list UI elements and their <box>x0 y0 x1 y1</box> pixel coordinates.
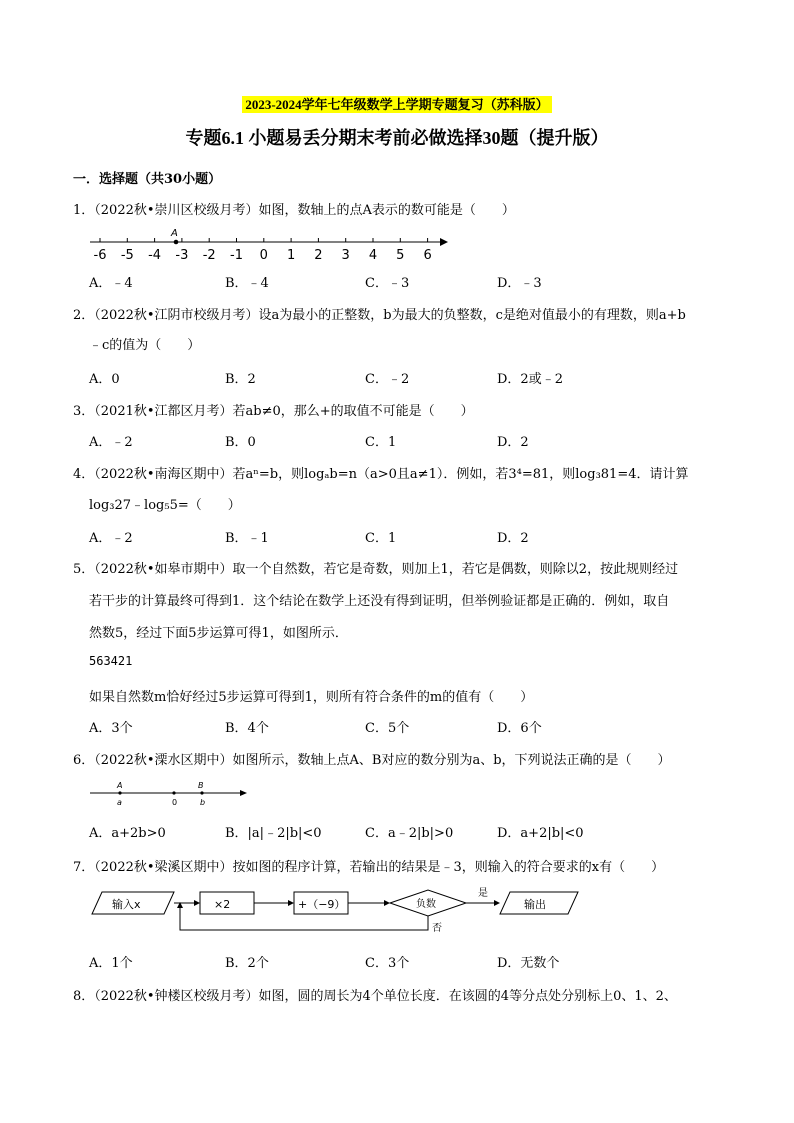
question-4-options <box>89 527 709 545</box>
question-5-text-cont-3: 如果自然数m恰好经过5步运算可得到1，则所有符合条件的m的值有（ ） <box>89 690 534 705</box>
value-a-label: a <box>117 798 122 807</box>
question-7-options <box>89 952 709 970</box>
axis-tick-label: 2 <box>314 248 323 263</box>
option-a[interactable]: A．3个 <box>89 721 133 736</box>
input-label: 输入x <box>112 898 141 911</box>
axis-tick-label: -3 <box>175 248 189 263</box>
question-3-options <box>89 431 709 449</box>
question-3-text: 3．（2021秋•江都区月考）若ab≠0，那么+的取值不可能是（ ） <box>73 404 474 419</box>
axis-tick-label: -5 <box>120 248 134 263</box>
option-a[interactable]: A．﹣2 <box>89 435 133 450</box>
point-b-label: B <box>198 781 204 790</box>
option-d[interactable]: D．a+2|b|<0 <box>497 826 584 841</box>
option-a[interactable]: A．0 <box>89 372 120 387</box>
option-a[interactable]: A．a+2b>0 <box>89 826 166 841</box>
option-a[interactable]: A．1个 <box>89 956 133 971</box>
option-b[interactable]: B．﹣4 <box>225 276 269 291</box>
question-8-text: 8．（2022秋•钟楼区校级月考）如图，圆的周长为4个单位长度．在该圆的4等分点处分别标上0、1、2、 <box>73 989 677 1004</box>
times-two-label: ×2 <box>214 898 231 911</box>
question-7-text: 7．（2022秋•梁溪区期中）按如图的程序计算，若输出的结果是﹣3，则输入的符合要求的x有（ ） <box>73 860 665 875</box>
axis-tick-label: -6 <box>93 248 107 263</box>
output-label: 输出 <box>524 898 546 911</box>
axis-tick-label: 3 <box>341 248 350 263</box>
option-b[interactable]: B．0 <box>225 435 256 450</box>
q6-number-line <box>88 778 250 812</box>
axis-tick-label: 4 <box>368 248 378 263</box>
option-c[interactable]: C．a﹣2|b|>0 <box>365 826 454 841</box>
question-1-options <box>89 272 709 290</box>
question-1-text: 1．（2022秋•崇川区校级月考）如图，数轴上的点A表示的数可能是（ ） <box>73 203 515 218</box>
option-b[interactable]: B．2 <box>225 372 256 387</box>
question-5-options <box>89 717 709 735</box>
option-a[interactable]: A．﹣4 <box>89 276 133 291</box>
question-2-text: 2．（2022秋•江阴市校级月考）设a为最小的正整数，b为最大的负整数，c是绝对值最小的有理数，则a+b <box>73 308 686 323</box>
question-4-text: 4．（2022秋•南海区期中）若aⁿ=b，则logₐb=n（a>0且a≠1）．例如，若3⁴=81，则log₃81=4．请计算 <box>73 467 689 482</box>
question-2-options <box>89 368 709 386</box>
question-4-text-cont: log₃27﹣log₅5=（ ） <box>89 498 241 513</box>
section-heading: 一．选择题（共30小题） <box>73 172 222 187</box>
option-b[interactable]: B．|a|﹣2|b|<0 <box>225 826 322 841</box>
zero-label: 0 <box>172 798 178 807</box>
option-c[interactable]: C．3个 <box>365 956 410 971</box>
option-d[interactable]: D．2 <box>497 531 529 546</box>
axis-tick-label: -1 <box>230 248 243 263</box>
axis-tick-label: 6 <box>423 248 432 263</box>
option-c[interactable]: C．﹣2 <box>365 372 410 387</box>
axis-tick-label: 1 <box>286 248 296 263</box>
q7-flowchart <box>88 882 648 942</box>
q1-number-line <box>85 222 450 264</box>
axis-tick-label: 0 <box>259 248 268 263</box>
option-c[interactable]: C．1 <box>365 531 397 546</box>
page-title: 专题6.1 小题易丢分期末考前必做选择30题（提升版） <box>185 128 609 148</box>
option-d[interactable]: D．﹣3 <box>497 276 542 291</box>
option-d[interactable]: D．2 <box>497 435 529 450</box>
axis-tick-label: -4 <box>148 248 162 263</box>
option-d[interactable]: D．6个 <box>497 721 542 736</box>
point-a-label: A <box>117 781 123 790</box>
option-c[interactable]: C．1 <box>365 435 397 450</box>
option-c[interactable]: C．5个 <box>365 721 410 736</box>
question-5-text: 5．（2022秋•如皋市期中）取一个自然数，若它是奇数，则加上1，若它是偶数，则除以2，按此规则经过 <box>73 562 679 577</box>
option-d[interactable]: D．无数个 <box>497 956 560 971</box>
option-b[interactable]: B．2个 <box>225 956 269 971</box>
question-6-options <box>89 822 709 840</box>
question-6-text: 6．（2022秋•溧水区期中）如图所示，数轴上点A、B对应的数分别为a、b，下列说法正确的是（ ） <box>73 753 671 768</box>
question-5-text-cont-1: 若干步的计算最终可得到1．这个结论在数学上还没有得到证明，但举例验证都是正确的．例如，取自 <box>89 594 670 609</box>
question-5-sequence: 563421 <box>89 654 133 668</box>
no-label: 否 <box>432 923 442 934</box>
option-c[interactable]: C．﹣3 <box>365 276 410 291</box>
negative-label: 负数 <box>416 899 436 910</box>
series-banner: 2023-2024学年七年级数学上学期专题复习（苏科版） <box>0 94 794 113</box>
yes-label: 是 <box>478 888 488 899</box>
plus-minus-nine-label: +（−9） <box>298 898 346 911</box>
point-a-label: A <box>171 228 178 239</box>
question-2-text-cont: ﹣c的值为（ ） <box>89 338 201 353</box>
axis-tick-label: -2 <box>202 248 216 263</box>
option-b[interactable]: B．4个 <box>225 721 269 736</box>
option-a[interactable]: A．﹣2 <box>89 531 133 546</box>
axis-tick-label: 5 <box>396 248 405 263</box>
question-5-text-cont-2: 然数5，经过下面5步运算可得1，如图所示． <box>89 626 348 641</box>
option-d[interactable]: D．2或﹣2 <box>497 372 563 387</box>
point-a-dot <box>174 240 179 245</box>
value-b-label: b <box>200 798 206 807</box>
option-b[interactable]: B．﹣1 <box>225 531 269 546</box>
